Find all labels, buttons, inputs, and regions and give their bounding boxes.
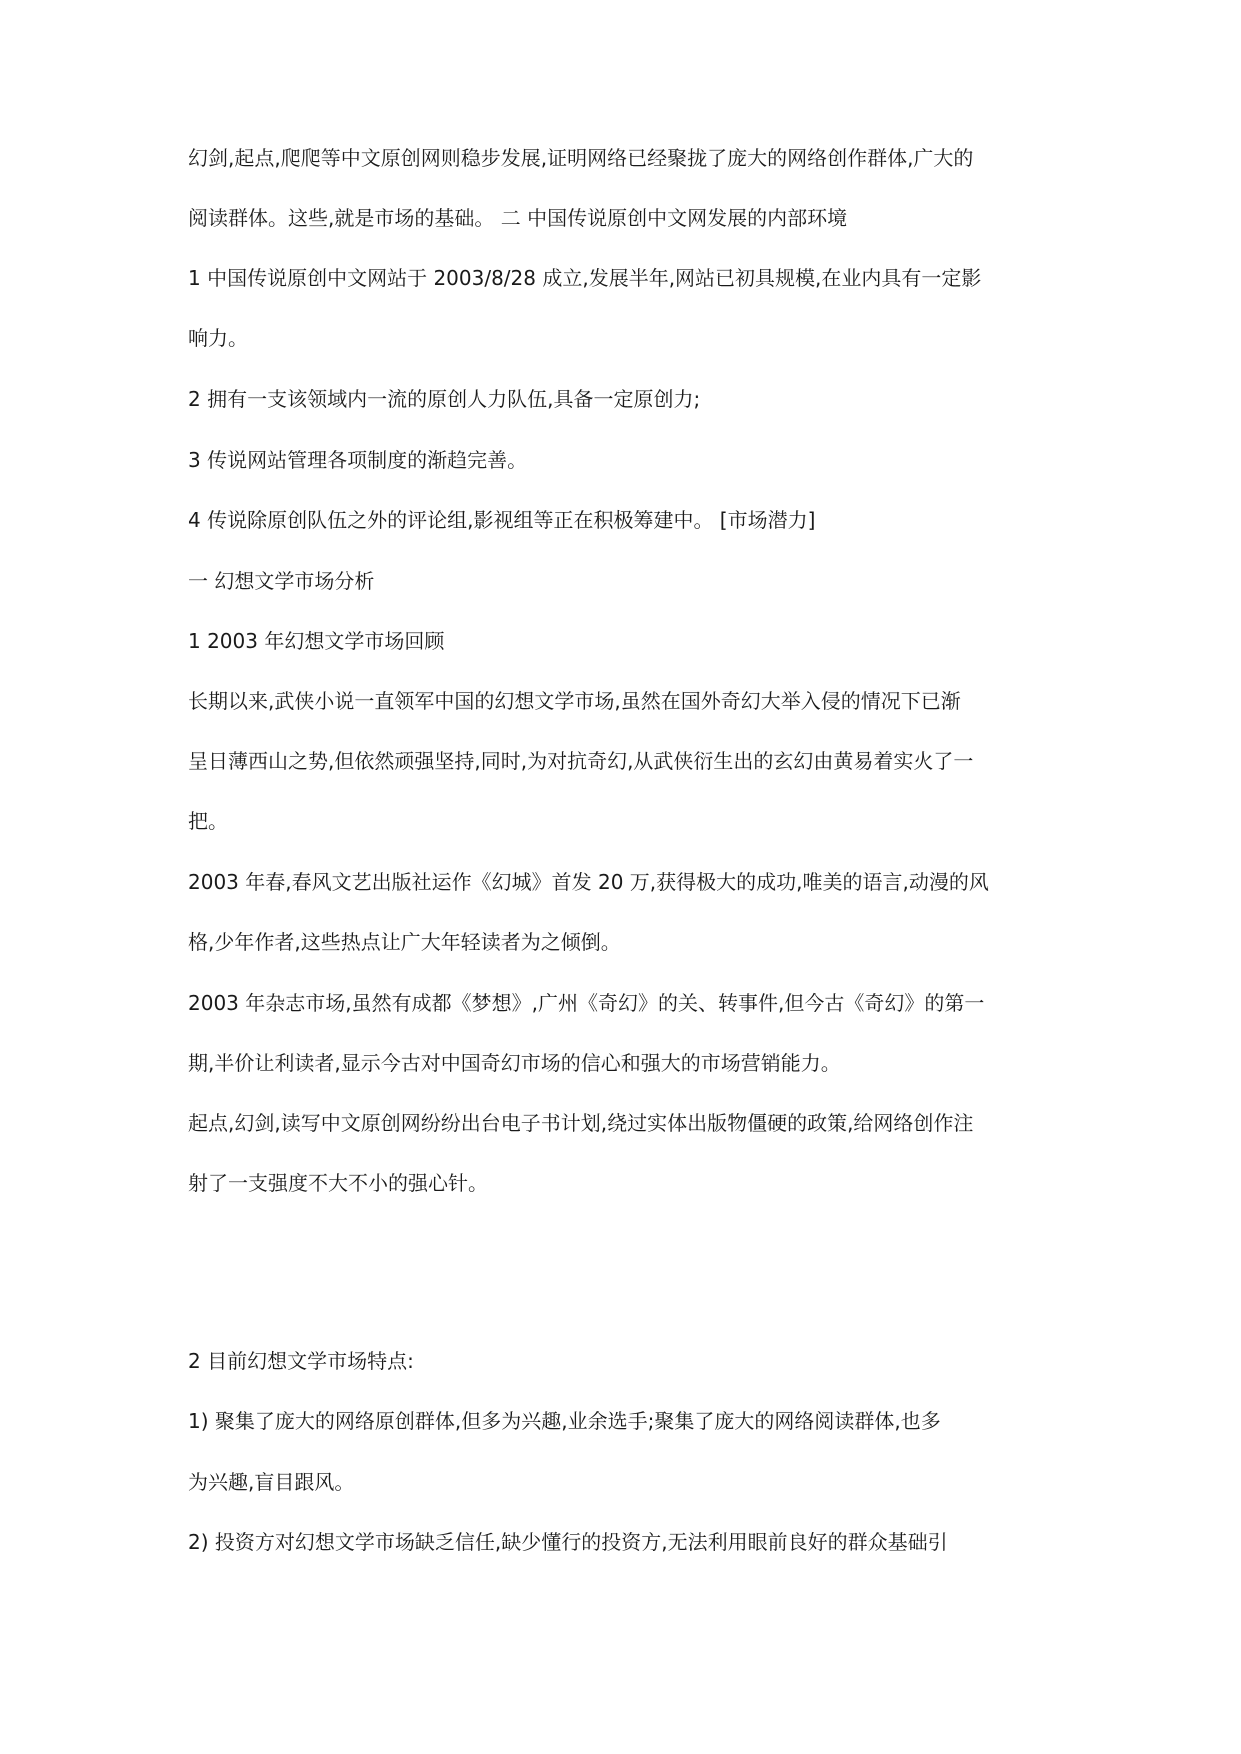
paragraph-line: 阅读群体。这些,就是市场的基础。 二 中国传说原创中文网发展的内部环境 <box>188 206 848 230</box>
paragraph-line: 2 拥有一支该领域内一流的原创人力队伍,具备一定原创力; <box>188 387 701 411</box>
paragraph-line: 2003 年杂志市场,虽然有成都《梦想》,广州《奇幻》的关、转事件,但今古《奇幻》的第一 <box>188 991 985 1015</box>
paragraph-line: 格,少年作者,这些热点让广大年轻读者为之倾倒。 <box>188 930 621 954</box>
paragraph-line: 长期以来,武侠小说一直领军中国的幻想文学市场,虽然在国外奇幻大举入侵的情况下已渐 <box>188 689 961 713</box>
paragraph-line: 呈日薄西山之势,但依然顽强坚持,同时,为对抗奇幻,从武侠衍生出的玄幻由黄易着实火了一 <box>188 749 974 773</box>
paragraph-line: 响力。 <box>188 326 248 350</box>
paragraph-line: 幻剑,起点,爬爬等中文原创网则稳步发展,证明网络已经聚拢了庞大的网络创作群体,广大的 <box>188 146 974 170</box>
subsection-heading: 2 目前幻想文学市场特点: <box>188 1349 414 1373</box>
paragraph-line: 4 传说除原创队伍之外的评论组,影视组等正在积极筹建中。 [市场潜力] <box>188 508 816 532</box>
paragraph-line: 1) 聚集了庞大的网络原创群体,但多为兴趣,业余选手;聚集了庞大的网络阅读群体,也多 <box>188 1409 941 1433</box>
paragraph-line: 为兴趣,盲目跟风。 <box>188 1470 355 1494</box>
paragraph-line: 起点,幻剑,读写中文原创网纷纷出台电子书计划,绕过实体出版物僵硬的政策,给网络创作注 <box>188 1111 974 1135</box>
subsection-heading: 1 2003 年幻想文学市场回顾 <box>188 629 445 653</box>
paragraph-line: 3 传说网站管理各项制度的渐趋完善。 <box>188 448 528 472</box>
section-heading: 一 幻想文学市场分析 <box>188 569 375 593</box>
paragraph-line: 把。 <box>188 809 228 833</box>
paragraph-line: 2003 年春,春风文艺出版社运作《幻城》首发 20 万,获得极大的成功,唯美的语言,动漫的风 <box>188 870 989 894</box>
paragraph-line: 射了一支强度不大不小的强心针。 <box>188 1171 488 1195</box>
paragraph-line: 期,半价让利读者,显示今古对中国奇幻市场的信心和强大的市场营销能力。 <box>188 1051 841 1075</box>
paragraph-line: 2) 投资方对幻想文学市场缺乏信任,缺少懂行的投资方,无法利用眼前良好的群众基础引 <box>188 1530 948 1554</box>
paragraph-line: 1 中国传说原创中文网站于 2003/8/28 成立,发展半年,网站已初具规模,在业内具有一定影 <box>188 266 982 290</box>
